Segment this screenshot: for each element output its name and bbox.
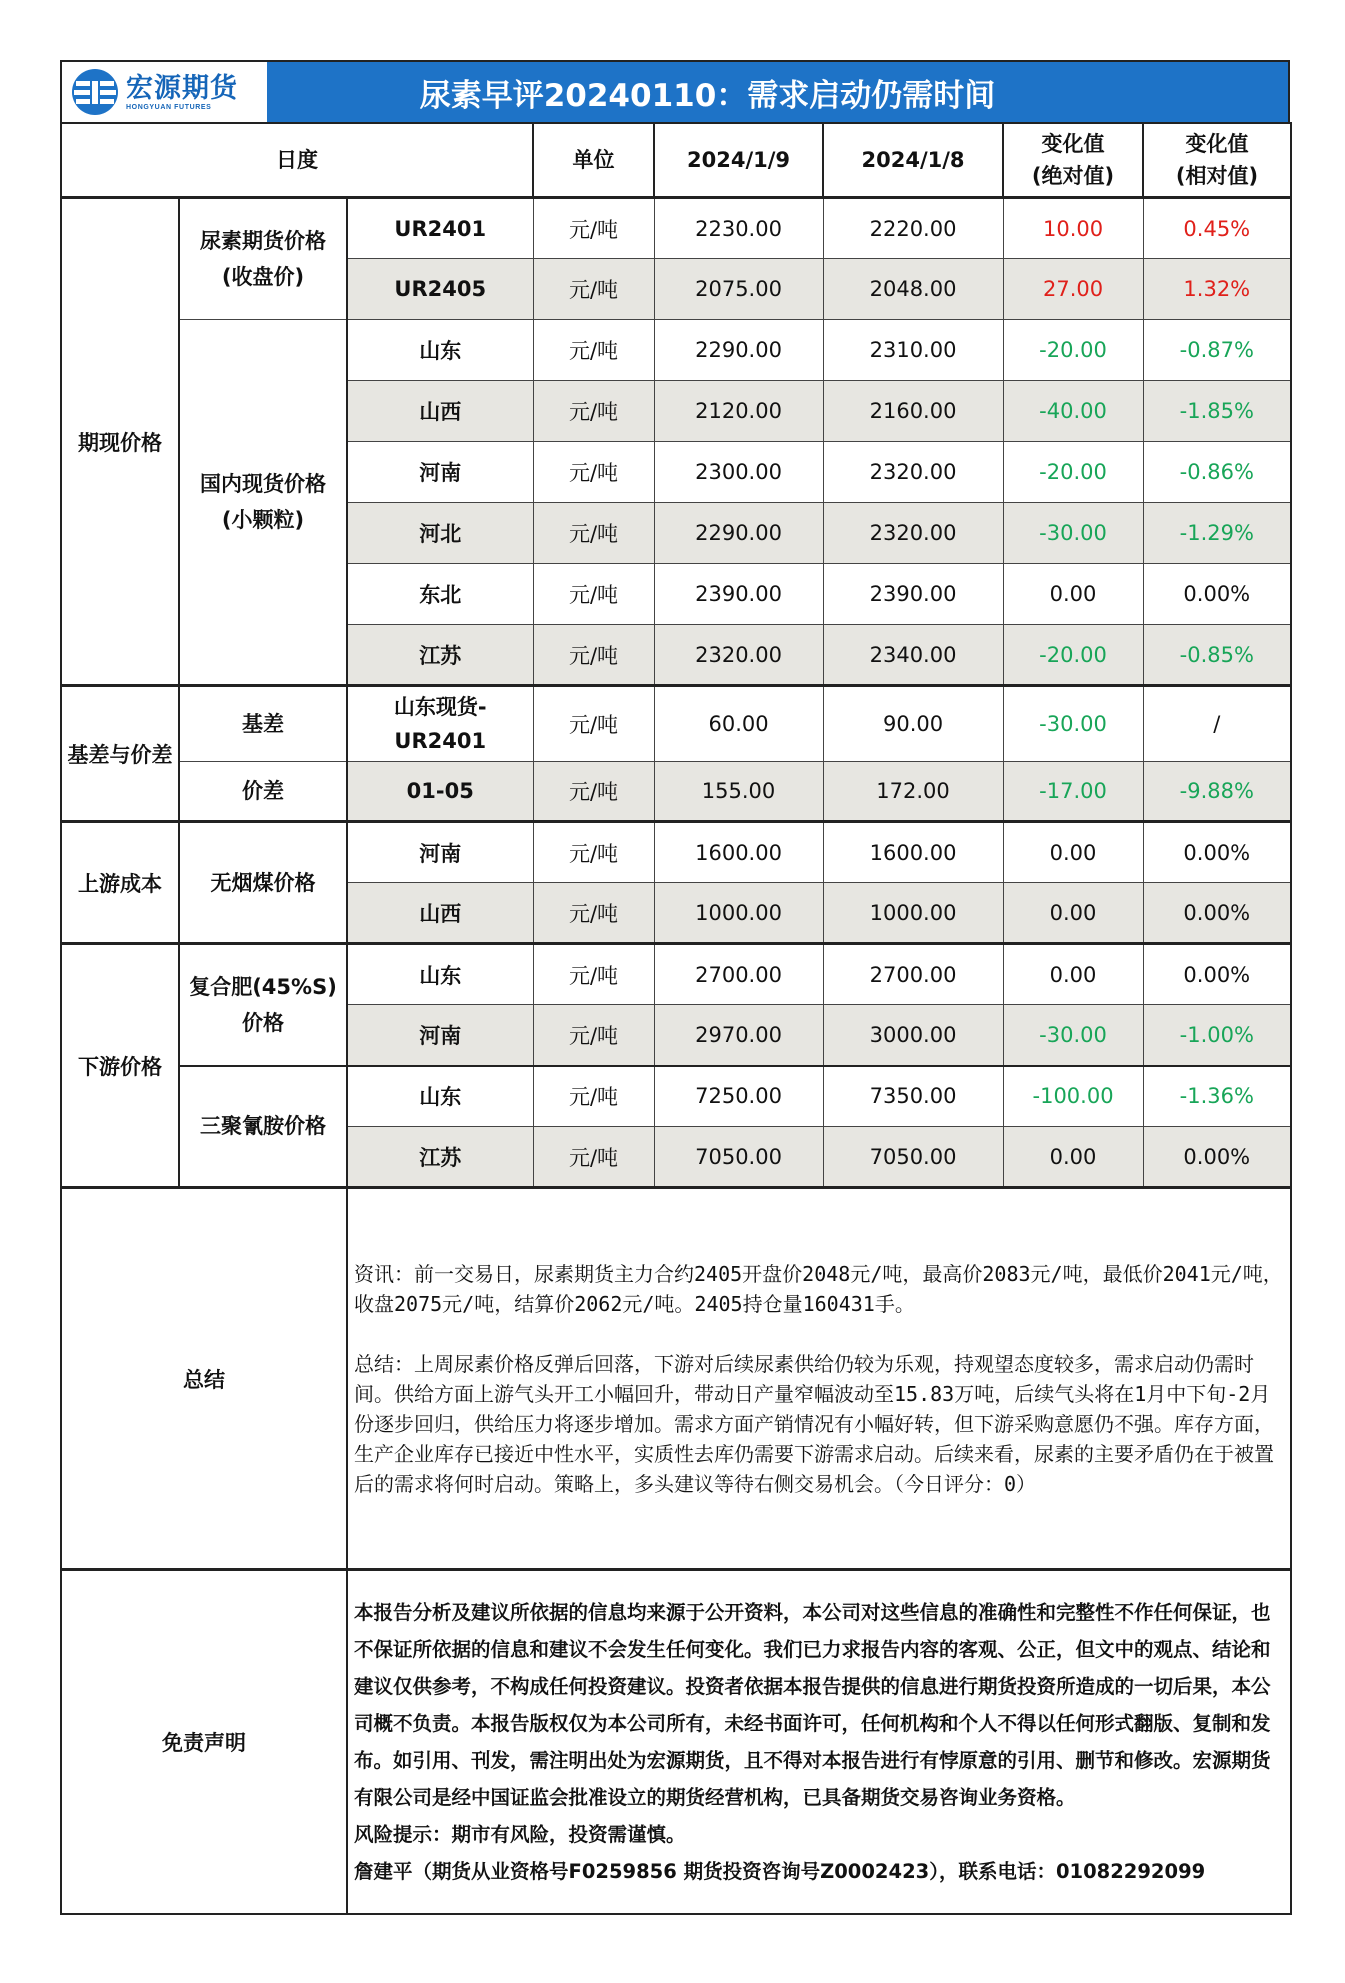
summary-news: 资讯：前一交易日，尿素期货主力合约2405开盘价2048元/吨，最高价2083元/吨，最低价2041元/吨，收盘2075元/吨，结算价2062元/吨。2405持仓量160431手。: [354, 1261, 1283, 1316]
row-value-date1: 2075.00: [654, 259, 823, 320]
row-name: 河南: [347, 442, 533, 503]
row-abs-change: 0.00: [1003, 564, 1143, 625]
row-name: 河南: [347, 822, 533, 883]
row-abs-change: 0.00: [1003, 822, 1143, 883]
row-rel-change: -1.36%: [1143, 1066, 1291, 1127]
subgroup-futures-price: [179, 198, 347, 320]
row-name: [347, 686, 533, 762]
subgroup-compound-fertilizer: [179, 944, 347, 1066]
row-unit: 元/吨: [533, 1066, 654, 1127]
row-value-date1: 1000.00: [654, 883, 823, 944]
row-unit: 元/吨: [533, 883, 654, 944]
row-rel-change: 1.32%: [1143, 259, 1291, 320]
subgroup-spot-line2: (小颗粒): [221, 508, 305, 532]
summary-text: [347, 1188, 1291, 1570]
subgroup-fert-line1: 复合肥(45%S): [189, 974, 337, 999]
row-abs-change: 27.00: [1003, 259, 1143, 320]
row-value-date2: 2320.00: [823, 442, 1003, 503]
row-value-date2: 2048.00: [823, 259, 1003, 320]
row-value-date2: 2700.00: [823, 944, 1003, 1005]
row-unit: 元/吨: [533, 625, 654, 686]
row-rel-change: 0.00%: [1143, 564, 1291, 625]
row-name: 河南: [347, 1005, 533, 1066]
row-value-date1: 2300.00: [654, 442, 823, 503]
report-sheet: [60, 60, 1290, 1915]
abs-change-line2: (绝对值): [1031, 164, 1115, 188]
row-value-date1: 7050.00: [654, 1127, 823, 1188]
row-name: UR2405: [347, 259, 533, 320]
summary-label: 总结: [61, 1188, 347, 1570]
row-rel-change: -1.29%: [1143, 503, 1291, 564]
table-row: [61, 762, 1291, 822]
row-unit: 元/吨: [533, 822, 654, 883]
row-name: 01-05: [347, 762, 533, 822]
subgroup-spot-price: [179, 320, 347, 686]
row-value-date1: 2700.00: [654, 944, 823, 1005]
table-header-row: [61, 123, 1291, 198]
row-unit: 元/吨: [533, 503, 654, 564]
row-rel-change: 0.00%: [1143, 883, 1291, 944]
row-value-date2: 2340.00: [823, 625, 1003, 686]
row-abs-change: 0.00: [1003, 1127, 1143, 1188]
subgroup-futures-line2: (收盘价): [221, 265, 305, 289]
row-unit: 元/吨: [533, 564, 654, 625]
row-abs-change: 10.00: [1003, 198, 1143, 259]
row-value-date2: 7350.00: [823, 1066, 1003, 1127]
row-abs-change: -40.00: [1003, 381, 1143, 442]
disclaimer-body: 本报告分析及建议所依据的信息均来源于公开资料，本公司对这些信息的准确性和完整性不作任何保证，也不保证所依据的信息和建议不会发生任何变化。我们已力求报告内容的客观、公正，但文中的观点、结论和建议仅供参考，不构成任何投资建议。投资者依据本报告提供的信息进行期货投资所造成的一切后果，本公司概不负责。本报告版权仅为本公司所有，未经书面许可，任何机构和个人不得以任何形式翻版、复制和发布。如引用、刊发，需注明出处为宏源期货，且不得对本报告进行有悖原意的引用、删节和修改。宏源期货有限公司是经中国证监会批准设立的期货经营机构，已具备期货交易咨询业务资格。: [354, 1600, 1271, 1809]
column-header-rel-change: [1143, 123, 1291, 198]
group-label-futures-spot: 期现价格: [61, 198, 179, 686]
row-value-date2: 7050.00: [823, 1127, 1003, 1188]
subgroup-melamine-price: 三聚氰胺价格: [179, 1066, 347, 1188]
logo-text-en: HONGYUAN FUTURES: [126, 103, 212, 111]
table-row: [61, 686, 1291, 762]
group-label-basis-spread: 基差与价差: [61, 686, 179, 822]
row-abs-change: -100.00: [1003, 1066, 1143, 1127]
row-unit: 元/吨: [533, 381, 654, 442]
row-abs-change: -17.00: [1003, 762, 1143, 822]
row-abs-change: 0.00: [1003, 883, 1143, 944]
row-rel-change: -0.87%: [1143, 320, 1291, 381]
column-header-abs-change: [1003, 123, 1143, 198]
row-unit: 元/吨: [533, 686, 654, 762]
row-value-date2: 2320.00: [823, 503, 1003, 564]
row-unit: 元/吨: [533, 762, 654, 822]
row-value-date2: 2390.00: [823, 564, 1003, 625]
table-row: [61, 944, 1291, 1005]
row-value-date1: 2970.00: [654, 1005, 823, 1066]
row-abs-change: -20.00: [1003, 320, 1143, 381]
table-row: [61, 1066, 1291, 1127]
subgroup-coal-price: 无烟煤价格: [179, 822, 347, 944]
row-name: 江苏: [347, 1127, 533, 1188]
disclaimer-text: [347, 1570, 1291, 1914]
price-table: [60, 122, 1292, 1915]
column-header-unit: 单位: [533, 123, 654, 198]
row-unit: 元/吨: [533, 442, 654, 503]
row-value-date1: 155.00: [654, 762, 823, 822]
disclaimer-label: 免责声明: [61, 1570, 347, 1914]
row-rel-change: 0.00%: [1143, 1127, 1291, 1188]
report-title: 尿素早评20240110：需求启动仍需时间: [267, 62, 1288, 122]
row-name: 山东: [347, 320, 533, 381]
row-rel-change: /: [1143, 686, 1291, 762]
row-value-date2: 1600.00: [823, 822, 1003, 883]
row-value-date1: 60.00: [654, 686, 823, 762]
row-name: 河北: [347, 503, 533, 564]
row-name-line2: UR2401: [394, 729, 487, 753]
row-unit: 元/吨: [533, 944, 654, 1005]
summary-row: [61, 1188, 1291, 1570]
subgroup-basis: 基差: [179, 686, 347, 762]
row-rel-change: -1.85%: [1143, 381, 1291, 442]
table-row: [61, 320, 1291, 381]
column-header-date1: 2024/1/9: [654, 123, 823, 198]
row-rel-change: -0.85%: [1143, 625, 1291, 686]
summary-conclusion: 总结：上周尿素价格反弹后回落，下游对后续尿素供给仍较为乐观，持观望态度较多，需求启动仍需时间。供给方面上游气头开工小幅回升，带动日产量窄幅波动至15.83万吨，后续气头将在1月中下旬-2月份逐步回归，供给压力将逐步增加。需求方面产销情况有小幅好转，但下游采购意愿仍不强。库存方面，生产企业库存已接近中性水平，实质性去库仍需要下游需求启动。后续来看，尿素的主要矛盾仍在于被置后的需求将何时启动。策略上，多头建议等待右侧交易机会。（今日评分：0）: [354, 1351, 1274, 1496]
subgroup-spot-line1: 国内现货价格: [200, 472, 326, 496]
row-name-line1: 山东现货-: [393, 695, 487, 719]
row-abs-change: -20.00: [1003, 625, 1143, 686]
row-value-date1: 7250.00: [654, 1066, 823, 1127]
row-value-date2: 172.00: [823, 762, 1003, 822]
row-value-date2: 2310.00: [823, 320, 1003, 381]
row-value-date1: 2290.00: [654, 320, 823, 381]
subgroup-futures-line1: 尿素期货价格: [200, 229, 326, 253]
analyst-contact: 詹建平（期货从业资格号F0259856 期货投资咨询号Z0002423），联系电话：01082292099: [354, 1859, 1206, 1883]
table-row: [61, 198, 1291, 259]
row-value-date2: 1000.00: [823, 883, 1003, 944]
row-unit: 元/吨: [533, 1005, 654, 1066]
subgroup-fert-line2: 价格: [242, 1010, 284, 1035]
rel-change-line2: (相对值): [1175, 164, 1259, 188]
column-header-metric: 日度: [61, 123, 533, 198]
row-rel-change: -1.00%: [1143, 1005, 1291, 1066]
row-value-date2: 90.00: [823, 686, 1003, 762]
row-value-date1: 2120.00: [654, 381, 823, 442]
row-name: UR2401: [347, 198, 533, 259]
subgroup-spread: 价差: [179, 762, 347, 822]
row-unit: 元/吨: [533, 320, 654, 381]
row-value-date1: 2320.00: [654, 625, 823, 686]
logo-text-cn: 宏源期货: [126, 72, 238, 104]
row-rel-change: 0.00%: [1143, 822, 1291, 883]
row-unit: 元/吨: [533, 198, 654, 259]
row-name: 山西: [347, 381, 533, 442]
column-header-date2: 2024/1/8: [823, 123, 1003, 198]
group-label-downstream-price: 下游价格: [61, 944, 179, 1188]
abs-change-line1: 变化值: [1041, 132, 1105, 156]
row-value-date1: 2390.00: [654, 564, 823, 625]
row-abs-change: -20.00: [1003, 442, 1143, 503]
row-abs-change: 0.00: [1003, 944, 1143, 1005]
row-value-date1: 2290.00: [654, 503, 823, 564]
row-value-date2: 3000.00: [823, 1005, 1003, 1066]
row-name: 江苏: [347, 625, 533, 686]
row-abs-change: -30.00: [1003, 1005, 1143, 1066]
group-label-upstream-cost: 上游成本: [61, 822, 179, 944]
risk-warning: 风险提示：期市有风险，投资需谨慎。: [354, 1822, 686, 1846]
row-value-date2: 2160.00: [823, 381, 1003, 442]
report-header: [60, 60, 1290, 122]
row-name: 山东: [347, 1066, 533, 1127]
company-logo: [62, 62, 267, 122]
hongyuan-logo-icon: [70, 67, 120, 117]
row-name: 东北: [347, 564, 533, 625]
row-value-date2: 2220.00: [823, 198, 1003, 259]
row-abs-change: -30.00: [1003, 686, 1143, 762]
disclaimer-row: [61, 1570, 1291, 1914]
row-value-date1: 2230.00: [654, 198, 823, 259]
row-rel-change: 0.45%: [1143, 198, 1291, 259]
rel-change-line1: 变化值: [1185, 132, 1249, 156]
row-value-date1: 1600.00: [654, 822, 823, 883]
table-row: [61, 822, 1291, 883]
row-name: 山西: [347, 883, 533, 944]
row-rel-change: -0.86%: [1143, 442, 1291, 503]
row-unit: 元/吨: [533, 259, 654, 320]
row-name: 山东: [347, 944, 533, 1005]
row-abs-change: -30.00: [1003, 503, 1143, 564]
row-rel-change: -9.88%: [1143, 762, 1291, 822]
row-unit: 元/吨: [533, 1127, 654, 1188]
row-rel-change: 0.00%: [1143, 944, 1291, 1005]
